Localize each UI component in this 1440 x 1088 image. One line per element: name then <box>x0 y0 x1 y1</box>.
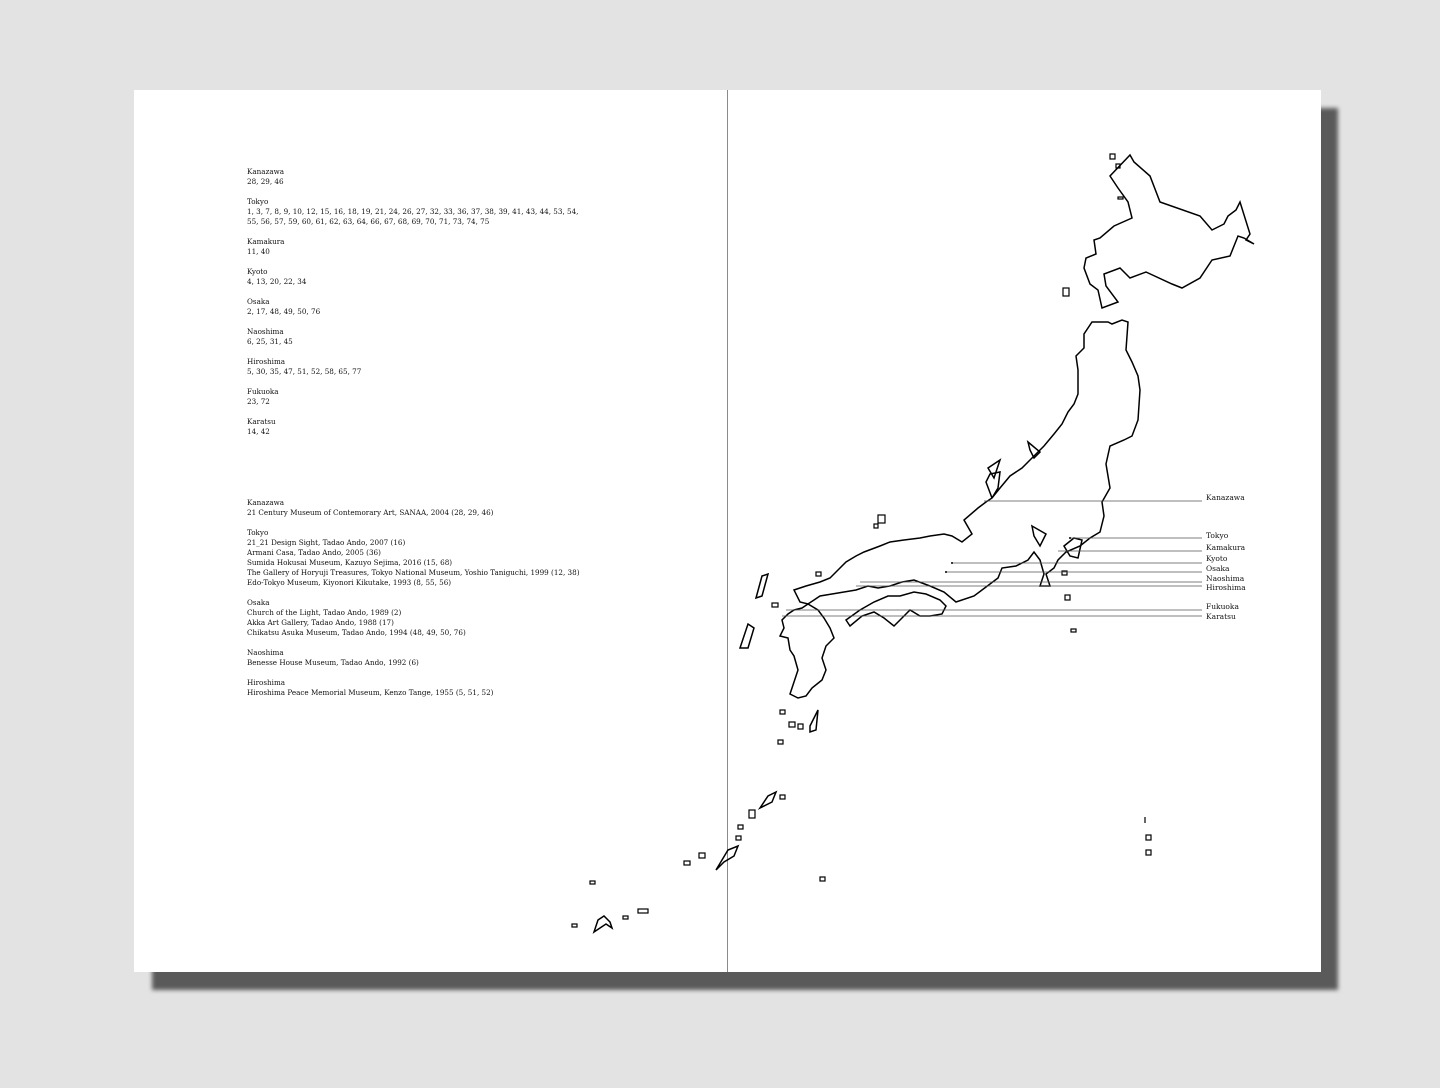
map-label-kamakura: Kamakura <box>1206 543 1246 552</box>
osaka-marker <box>945 571 947 573</box>
city-name: Hiroshima <box>247 357 286 366</box>
city-name: Tokyo <box>247 197 269 206</box>
islet-outline <box>1146 850 1151 855</box>
island-outline <box>756 574 768 598</box>
city-name: Hiroshima <box>247 678 286 687</box>
islet-outline <box>778 740 783 744</box>
island-outline <box>810 710 818 732</box>
islet-outline <box>638 909 648 913</box>
shikoku-outline <box>846 592 946 626</box>
building-line: Edo-Tokyo Museum, Kiyonori Kikutake, 1993 (8, 55, 56) <box>247 578 452 587</box>
building-line: Chikatsu Asuka Museum, Tadao Ando, 1994 (48, 49, 50, 76) <box>247 628 466 637</box>
kyushu-outline <box>780 604 834 698</box>
map-label-hiroshima: Hiroshima <box>1206 583 1246 592</box>
building-line: 21_21 Design Sight, Tadao Ando, 2007 (16) <box>247 538 406 547</box>
building-line: Akka Art Gallery, Tadao Ando, 1988 (17) <box>247 618 394 627</box>
islet-outline <box>749 810 755 818</box>
city-name: Naoshima <box>247 327 284 336</box>
islet-outline <box>699 853 705 858</box>
city-name: Naoshima <box>247 648 284 657</box>
page-numbers: 28, 29, 46 <box>247 177 284 186</box>
islet-outline <box>736 836 741 840</box>
islet-outline <box>1062 571 1067 575</box>
islet-outline <box>1071 629 1076 632</box>
building-line: The Gallery of Horyuji Treasures, Tokyo National Museum, Yoshio Taniguchi, 1999 (12, 38) <box>247 568 580 577</box>
city-name: Kanazawa <box>247 167 285 176</box>
page-numbers: 2, 17, 48, 49, 50, 76 <box>247 307 321 316</box>
map-label-tokyo: Tokyo <box>1206 531 1229 540</box>
map-label-naoshima: Naoshima <box>1206 574 1245 583</box>
building-line: Sumida Hokusai Museum, Kazuyo Sejima, 2016 (15, 68) <box>247 558 453 567</box>
city-name: Kamakura <box>247 237 285 246</box>
islet-outline <box>816 572 821 576</box>
islet-outline <box>1063 288 1069 296</box>
japan-map <box>134 90 1321 972</box>
page-numbers: 6, 25, 31, 45 <box>247 337 293 346</box>
page-numbers: 14, 42 <box>247 427 270 436</box>
city-name: Osaka <box>247 297 270 306</box>
city-name: Fukuoka <box>247 387 279 396</box>
building-line: 21 Century Museum of Contemorary Art, SANAA, 2004 (28, 29, 46) <box>247 508 494 517</box>
islet-outline <box>780 710 785 714</box>
island-outline <box>740 624 754 648</box>
page-numbers: 11, 40 <box>247 247 270 256</box>
island-outline <box>594 916 612 932</box>
city-name: Karatsu <box>247 417 276 426</box>
island-outline <box>716 846 738 870</box>
building-line: Hiroshima Peace Memorial Museum, Kenzo Tange, 1955 (5, 51, 52) <box>247 688 494 697</box>
book-spread <box>134 90 1321 972</box>
islet-outline <box>1118 197 1123 199</box>
map-label-kanazawa: Kanazawa <box>1206 493 1245 502</box>
islet-outline <box>590 881 595 884</box>
island-outline <box>1064 538 1082 558</box>
page-numbers: 4, 13, 20, 22, 34 <box>247 277 307 286</box>
island-outline <box>1032 526 1046 546</box>
islet-outline <box>572 924 577 927</box>
hokkaido-outline <box>1084 155 1254 308</box>
islet-outline <box>820 877 825 881</box>
islet-outline <box>1146 835 1151 840</box>
islet-outline <box>684 861 690 865</box>
honshu-outline <box>794 320 1140 604</box>
city-name: Tokyo <box>247 528 269 537</box>
building-line: Benesse House Museum, Tadao Ando, 1992 (6) <box>247 658 419 667</box>
islet-outline <box>798 724 803 729</box>
building-line: Armani Casa, Tadao Ando, 2005 (36) <box>247 548 381 557</box>
islet-outline <box>789 722 795 727</box>
building-line: Church of the Light, Tadao Ando, 1989 (2) <box>247 608 402 617</box>
page-numbers: 5, 30, 35, 47, 51, 52, 58, 65, 77 <box>247 367 362 376</box>
islet-outline <box>1065 595 1070 600</box>
islet-outline <box>874 524 878 528</box>
islet-outline <box>878 515 885 523</box>
map-label-kyoto: Kyoto <box>1206 554 1228 563</box>
map-label-osaka: Osaka <box>1206 564 1230 573</box>
page-numbers: 23, 72 <box>247 397 270 406</box>
islet-outline <box>772 603 778 607</box>
tokyo-marker <box>1069 537 1071 539</box>
city-name: Kyoto <box>247 267 268 276</box>
page-numbers: 1, 3, 7, 8, 9, 10, 12, 15, 16, 18, 19, 21, 24, 26, 27, 32, 33, 36, 37, 38, 39, 41, 43, 44, 53, 54, 55, 56, 57, 59, 60, 61, 62, 63, 64, 66, 67, 68, 69, 70, 71, 73, 74, 75 <box>247 207 579 226</box>
map-label-fukuoka: Fukuoka <box>1206 602 1239 611</box>
islet-outline <box>623 916 628 919</box>
kyoto-marker <box>951 562 953 564</box>
map-label-karatsu: Karatsu <box>1206 612 1236 621</box>
islet-outline <box>780 795 785 799</box>
city-name: Kanazawa <box>247 498 285 507</box>
islet-outline <box>1110 154 1115 159</box>
city-name: Osaka <box>247 598 270 607</box>
islet-outline <box>738 825 743 829</box>
island-outline <box>760 792 776 808</box>
